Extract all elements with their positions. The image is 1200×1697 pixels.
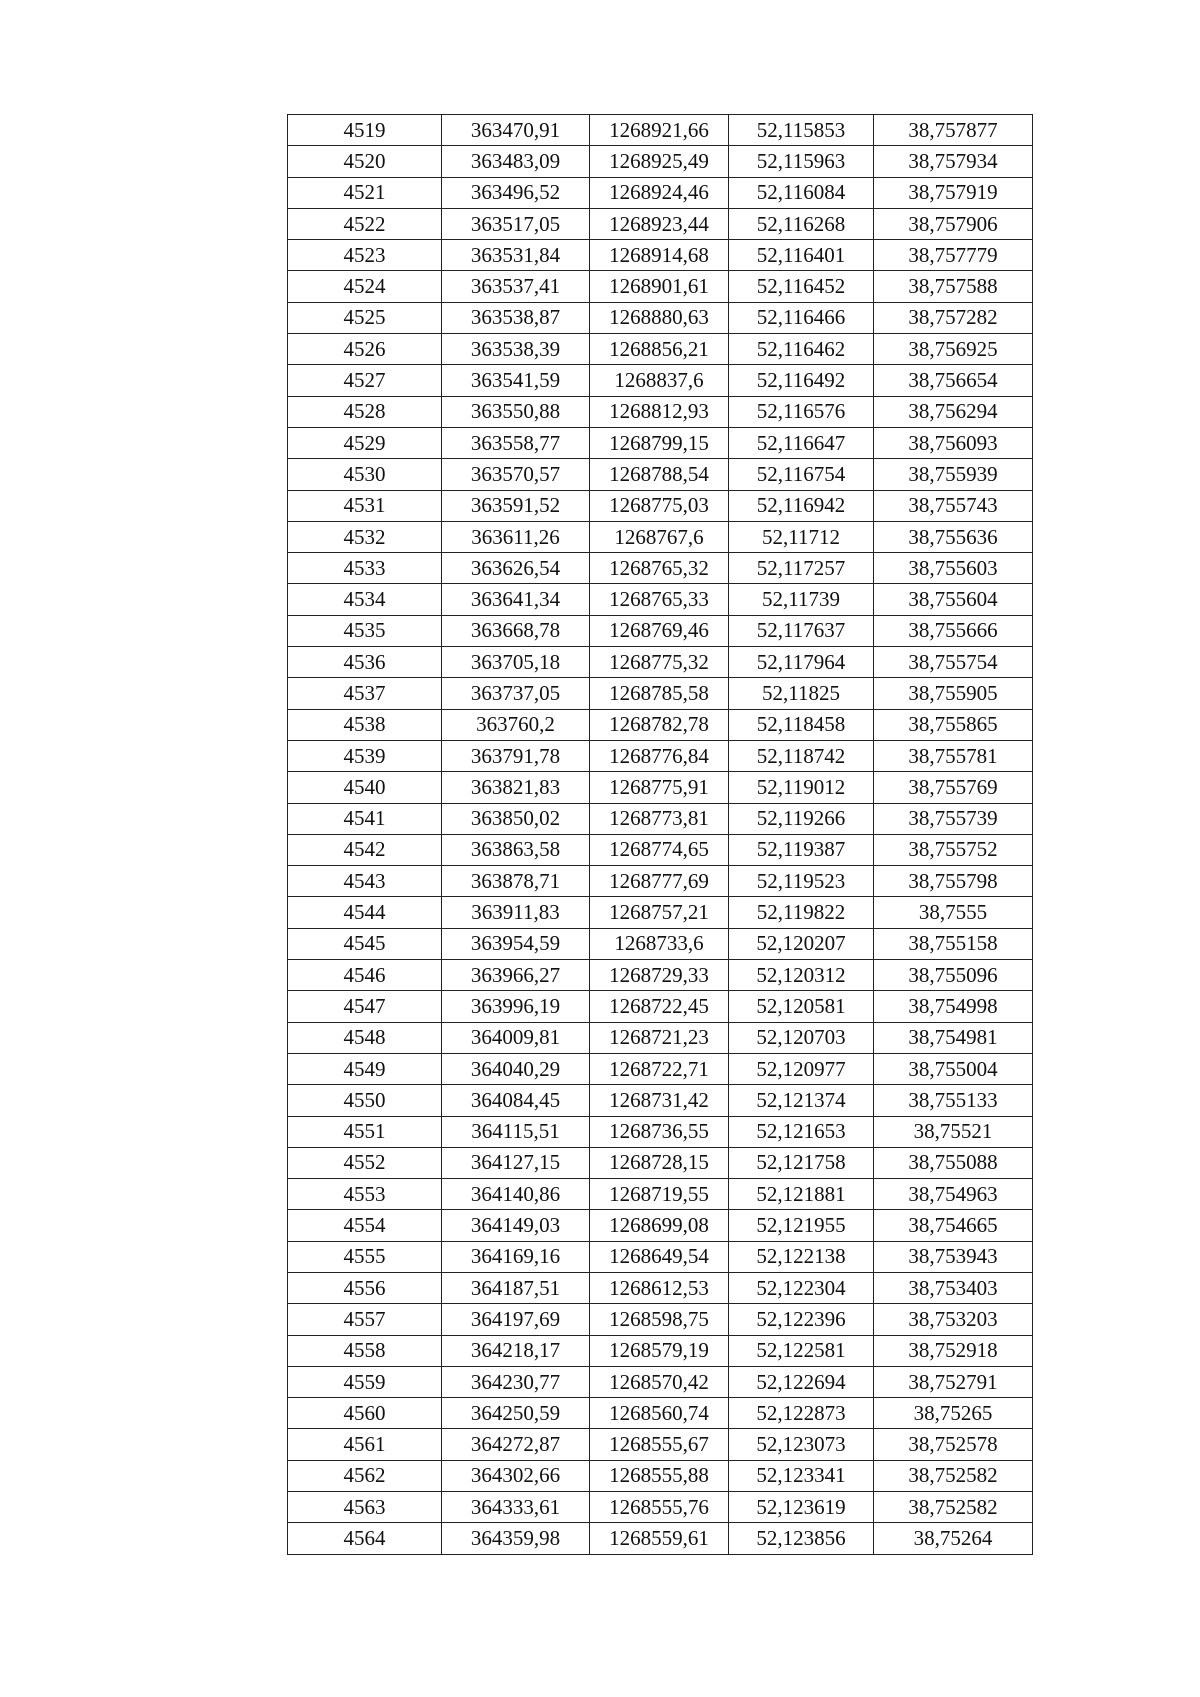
point-number-cell: 4559: [288, 1366, 442, 1397]
x-coordinate-cell: 364218,17: [442, 1335, 590, 1366]
table-row: [288, 271, 1033, 302]
table-row: [288, 553, 1033, 584]
x-coordinate-cell: 363470,91: [442, 115, 590, 146]
longitude-cell: 38,755781: [874, 740, 1033, 771]
point-number-cell: 4527: [288, 365, 442, 396]
longitude-cell: 38,755004: [874, 1053, 1033, 1084]
y-coordinate-cell: 1268722,71: [590, 1053, 729, 1084]
y-coordinate-cell: 1268924,46: [590, 177, 729, 208]
y-coordinate-cell: 1268880,63: [590, 302, 729, 333]
point-number-cell: 4543: [288, 866, 442, 897]
latitude-cell: 52,116942: [729, 490, 874, 521]
longitude-cell: 38,752791: [874, 1366, 1033, 1397]
y-coordinate-cell: 1268901,61: [590, 271, 729, 302]
x-coordinate-cell: 364230,77: [442, 1366, 590, 1397]
point-number-cell: 4525: [288, 302, 442, 333]
y-coordinate-cell: 1268773,81: [590, 803, 729, 834]
x-coordinate-cell: 364084,45: [442, 1085, 590, 1116]
table-row: [288, 427, 1033, 458]
table-row: [288, 615, 1033, 646]
longitude-cell: 38,755769: [874, 772, 1033, 803]
table-row: [288, 1460, 1033, 1491]
y-coordinate-cell: 1268731,42: [590, 1085, 729, 1116]
point-number-cell: 4524: [288, 271, 442, 302]
longitude-cell: 38,757919: [874, 177, 1033, 208]
point-number-cell: 4531: [288, 490, 442, 521]
x-coordinate-cell: 363863,58: [442, 834, 590, 865]
longitude-cell: 38,75265: [874, 1398, 1033, 1429]
table-row: [288, 490, 1033, 521]
table-row: [288, 678, 1033, 709]
longitude-cell: 38,755088: [874, 1147, 1033, 1178]
longitude-cell: 38,753203: [874, 1304, 1033, 1335]
latitude-cell: 52,120312: [729, 960, 874, 991]
x-coordinate-cell: 363538,87: [442, 302, 590, 333]
y-coordinate-cell: 1268925,49: [590, 146, 729, 177]
y-coordinate-cell: 1268560,74: [590, 1398, 729, 1429]
x-coordinate-cell: 363517,05: [442, 208, 590, 239]
point-number-cell: 4541: [288, 803, 442, 834]
y-coordinate-cell: 1268788,54: [590, 459, 729, 490]
longitude-cell: 38,755739: [874, 803, 1033, 834]
latitude-cell: 52,121653: [729, 1116, 874, 1147]
y-coordinate-cell: 1268765,32: [590, 553, 729, 584]
table-row: [288, 803, 1033, 834]
point-number-cell: 4526: [288, 334, 442, 365]
point-number-cell: 4529: [288, 427, 442, 458]
x-coordinate-cell: 363538,39: [442, 334, 590, 365]
point-number-cell: 4540: [288, 772, 442, 803]
point-number-cell: 4539: [288, 740, 442, 771]
point-number-cell: 4561: [288, 1429, 442, 1460]
longitude-cell: 38,752582: [874, 1460, 1033, 1491]
longitude-cell: 38,755133: [874, 1085, 1033, 1116]
x-coordinate-cell: 364302,66: [442, 1460, 590, 1491]
y-coordinate-cell: 1268769,46: [590, 615, 729, 646]
longitude-cell: 38,755905: [874, 678, 1033, 709]
y-coordinate-cell: 1268612,53: [590, 1272, 729, 1303]
table-row: [288, 1398, 1033, 1429]
y-coordinate-cell: 1268722,45: [590, 991, 729, 1022]
latitude-cell: 52,115963: [729, 146, 874, 177]
latitude-cell: 52,116462: [729, 334, 874, 365]
latitude-cell: 52,116466: [729, 302, 874, 333]
table-row: [288, 709, 1033, 740]
x-coordinate-cell: 363850,02: [442, 803, 590, 834]
y-coordinate-cell: 1268555,76: [590, 1492, 729, 1523]
y-coordinate-cell: 1268757,21: [590, 897, 729, 928]
point-number-cell: 4547: [288, 991, 442, 1022]
point-number-cell: 4532: [288, 521, 442, 552]
table-row: [288, 1179, 1033, 1210]
longitude-cell: 38,752582: [874, 1492, 1033, 1523]
x-coordinate-cell: 364187,51: [442, 1272, 590, 1303]
longitude-cell: 38,756654: [874, 365, 1033, 396]
longitude-cell: 38,755666: [874, 615, 1033, 646]
latitude-cell: 52,122873: [729, 1398, 874, 1429]
latitude-cell: 52,119387: [729, 834, 874, 865]
x-coordinate-cell: 364272,87: [442, 1429, 590, 1460]
longitude-cell: 38,755603: [874, 553, 1033, 584]
y-coordinate-cell: 1268774,65: [590, 834, 729, 865]
y-coordinate-cell: 1268729,33: [590, 960, 729, 991]
latitude-cell: 52,120581: [729, 991, 874, 1022]
x-coordinate-cell: 363966,27: [442, 960, 590, 991]
coordinates-table: [287, 114, 1033, 1555]
point-number-cell: 4535: [288, 615, 442, 646]
point-number-cell: 4542: [288, 834, 442, 865]
x-coordinate-cell: 363496,52: [442, 177, 590, 208]
longitude-cell: 38,7555: [874, 897, 1033, 928]
longitude-cell: 38,755939: [874, 459, 1033, 490]
longitude-cell: 38,752918: [874, 1335, 1033, 1366]
point-number-cell: 4555: [288, 1241, 442, 1272]
point-number-cell: 4523: [288, 240, 442, 271]
point-number-cell: 4537: [288, 678, 442, 709]
x-coordinate-cell: 364149,03: [442, 1210, 590, 1241]
point-number-cell: 4552: [288, 1147, 442, 1178]
table-row: [288, 740, 1033, 771]
y-coordinate-cell: 1268719,55: [590, 1179, 729, 1210]
latitude-cell: 52,122396: [729, 1304, 874, 1335]
y-coordinate-cell: 1268799,15: [590, 427, 729, 458]
longitude-cell: 38,755604: [874, 584, 1033, 615]
y-coordinate-cell: 1268775,91: [590, 772, 729, 803]
longitude-cell: 38,754963: [874, 1179, 1033, 1210]
point-number-cell: 4522: [288, 208, 442, 239]
y-coordinate-cell: 1268570,42: [590, 1366, 729, 1397]
longitude-cell: 38,752578: [874, 1429, 1033, 1460]
longitude-cell: 38,75521: [874, 1116, 1033, 1147]
longitude-cell: 38,754981: [874, 1022, 1033, 1053]
table-row: [288, 115, 1033, 146]
point-number-cell: 4548: [288, 1022, 442, 1053]
latitude-cell: 52,119012: [729, 772, 874, 803]
latitude-cell: 52,122304: [729, 1272, 874, 1303]
x-coordinate-cell: 363550,88: [442, 396, 590, 427]
point-number-cell: 4546: [288, 960, 442, 991]
y-coordinate-cell: 1268579,19: [590, 1335, 729, 1366]
latitude-cell: 52,11739: [729, 584, 874, 615]
y-coordinate-cell: 1268721,23: [590, 1022, 729, 1053]
latitude-cell: 52,121955: [729, 1210, 874, 1241]
x-coordinate-cell: 363954,59: [442, 928, 590, 959]
latitude-cell: 52,122581: [729, 1335, 874, 1366]
y-coordinate-cell: 1268733,6: [590, 928, 729, 959]
point-number-cell: 4558: [288, 1335, 442, 1366]
table-row: [288, 334, 1033, 365]
point-number-cell: 4554: [288, 1210, 442, 1241]
y-coordinate-cell: 1268785,58: [590, 678, 729, 709]
y-coordinate-cell: 1268776,84: [590, 740, 729, 771]
point-number-cell: 4533: [288, 553, 442, 584]
point-number-cell: 4553: [288, 1179, 442, 1210]
x-coordinate-cell: 363791,78: [442, 740, 590, 771]
table-row: [288, 1366, 1033, 1397]
x-coordinate-cell: 363483,09: [442, 146, 590, 177]
y-coordinate-cell: 1268767,6: [590, 521, 729, 552]
x-coordinate-cell: 363591,52: [442, 490, 590, 521]
longitude-cell: 38,753403: [874, 1272, 1033, 1303]
point-number-cell: 4521: [288, 177, 442, 208]
x-coordinate-cell: 363531,84: [442, 240, 590, 271]
x-coordinate-cell: 363737,05: [442, 678, 590, 709]
y-coordinate-cell: 1268837,6: [590, 365, 729, 396]
x-coordinate-cell: 363911,83: [442, 897, 590, 928]
latitude-cell: 52,121374: [729, 1085, 874, 1116]
table-row: [288, 459, 1033, 490]
table-row: [288, 834, 1033, 865]
x-coordinate-cell: 363878,71: [442, 866, 590, 897]
table-row: [288, 177, 1033, 208]
point-number-cell: 4560: [288, 1398, 442, 1429]
table-row: [288, 772, 1033, 803]
latitude-cell: 52,116268: [729, 208, 874, 239]
table-row: [288, 302, 1033, 333]
latitude-cell: 52,116754: [729, 459, 874, 490]
latitude-cell: 52,116647: [729, 427, 874, 458]
longitude-cell: 38,756294: [874, 396, 1033, 427]
x-coordinate-cell: 364140,86: [442, 1179, 590, 1210]
y-coordinate-cell: 1268649,54: [590, 1241, 729, 1272]
latitude-cell: 52,11825: [729, 678, 874, 709]
table-row: [288, 1241, 1033, 1272]
x-coordinate-cell: 363760,2: [442, 709, 590, 740]
point-number-cell: 4563: [288, 1492, 442, 1523]
x-coordinate-cell: 363641,34: [442, 584, 590, 615]
x-coordinate-cell: 363558,77: [442, 427, 590, 458]
point-number-cell: 4557: [288, 1304, 442, 1335]
table-row: [288, 365, 1033, 396]
latitude-cell: 52,122138: [729, 1241, 874, 1272]
y-coordinate-cell: 1268699,08: [590, 1210, 729, 1241]
table-row: [288, 396, 1033, 427]
y-coordinate-cell: 1268559,61: [590, 1523, 729, 1554]
longitude-cell: 38,757906: [874, 208, 1033, 239]
point-number-cell: 4545: [288, 928, 442, 959]
point-number-cell: 4528: [288, 396, 442, 427]
latitude-cell: 52,116492: [729, 365, 874, 396]
longitude-cell: 38,755743: [874, 490, 1033, 521]
table-row: [288, 1210, 1033, 1241]
longitude-cell: 38,756093: [874, 427, 1033, 458]
longitude-cell: 38,757877: [874, 115, 1033, 146]
table-row: [288, 1053, 1033, 1084]
x-coordinate-cell: 363570,57: [442, 459, 590, 490]
table-row: [288, 1085, 1033, 1116]
point-number-cell: 4536: [288, 647, 442, 678]
latitude-cell: 52,123619: [729, 1492, 874, 1523]
latitude-cell: 52,123856: [729, 1523, 874, 1554]
x-coordinate-cell: 363821,83: [442, 772, 590, 803]
table-row: [288, 866, 1033, 897]
table-row: [288, 1147, 1033, 1178]
y-coordinate-cell: 1268856,21: [590, 334, 729, 365]
longitude-cell: 38,754665: [874, 1210, 1033, 1241]
x-coordinate-cell: 364197,69: [442, 1304, 590, 1335]
latitude-cell: 52,117637: [729, 615, 874, 646]
latitude-cell: 52,120977: [729, 1053, 874, 1084]
y-coordinate-cell: 1268775,03: [590, 490, 729, 521]
longitude-cell: 38,757588: [874, 271, 1033, 302]
table-row: [288, 1335, 1033, 1366]
x-coordinate-cell: 363611,26: [442, 521, 590, 552]
x-coordinate-cell: 364115,51: [442, 1116, 590, 1147]
latitude-cell: 52,115853: [729, 115, 874, 146]
y-coordinate-cell: 1268555,67: [590, 1429, 729, 1460]
latitude-cell: 52,123073: [729, 1429, 874, 1460]
longitude-cell: 38,755865: [874, 709, 1033, 740]
table-row: [288, 1116, 1033, 1147]
coordinates-table-body: [288, 115, 1033, 1555]
y-coordinate-cell: 1268921,66: [590, 115, 729, 146]
point-number-cell: 4551: [288, 1116, 442, 1147]
longitude-cell: 38,755754: [874, 647, 1033, 678]
x-coordinate-cell: 364009,81: [442, 1022, 590, 1053]
x-coordinate-cell: 363668,78: [442, 615, 590, 646]
longitude-cell: 38,756925: [874, 334, 1033, 365]
latitude-cell: 52,122694: [729, 1366, 874, 1397]
longitude-cell: 38,755096: [874, 960, 1033, 991]
longitude-cell: 38,753943: [874, 1241, 1033, 1272]
latitude-cell: 52,121758: [729, 1147, 874, 1178]
table-row: [288, 146, 1033, 177]
table-row: [288, 647, 1033, 678]
table-row: [288, 1523, 1033, 1554]
table-row: [288, 1272, 1033, 1303]
point-number-cell: 4519: [288, 115, 442, 146]
latitude-cell: 52,119822: [729, 897, 874, 928]
x-coordinate-cell: 364359,98: [442, 1523, 590, 1554]
x-coordinate-cell: 363537,41: [442, 271, 590, 302]
y-coordinate-cell: 1268736,55: [590, 1116, 729, 1147]
latitude-cell: 52,120703: [729, 1022, 874, 1053]
y-coordinate-cell: 1268555,88: [590, 1460, 729, 1491]
table-row: [288, 1304, 1033, 1335]
point-number-cell: 4556: [288, 1272, 442, 1303]
point-number-cell: 4550: [288, 1085, 442, 1116]
point-number-cell: 4530: [288, 459, 442, 490]
point-number-cell: 4538: [288, 709, 442, 740]
table-row: [288, 208, 1033, 239]
latitude-cell: 52,120207: [729, 928, 874, 959]
x-coordinate-cell: 363626,54: [442, 553, 590, 584]
y-coordinate-cell: 1268775,32: [590, 647, 729, 678]
table-row: [288, 1492, 1033, 1523]
longitude-cell: 38,755798: [874, 866, 1033, 897]
latitude-cell: 52,118458: [729, 709, 874, 740]
point-number-cell: 4562: [288, 1460, 442, 1491]
latitude-cell: 52,116401: [729, 240, 874, 271]
latitude-cell: 52,116576: [729, 396, 874, 427]
latitude-cell: 52,117257: [729, 553, 874, 584]
latitude-cell: 52,123341: [729, 1460, 874, 1491]
y-coordinate-cell: 1268914,68: [590, 240, 729, 271]
table-row: [288, 1022, 1033, 1053]
latitude-cell: 52,11712: [729, 521, 874, 552]
x-coordinate-cell: 364333,61: [442, 1492, 590, 1523]
point-number-cell: 4534: [288, 584, 442, 615]
longitude-cell: 38,757934: [874, 146, 1033, 177]
latitude-cell: 52,116084: [729, 177, 874, 208]
y-coordinate-cell: 1268728,15: [590, 1147, 729, 1178]
x-coordinate-cell: 363705,18: [442, 647, 590, 678]
table-row: [288, 960, 1033, 991]
latitude-cell: 52,118742: [729, 740, 874, 771]
latitude-cell: 52,121881: [729, 1179, 874, 1210]
longitude-cell: 38,755752: [874, 834, 1033, 865]
x-coordinate-cell: 364169,16: [442, 1241, 590, 1272]
latitude-cell: 52,116452: [729, 271, 874, 302]
y-coordinate-cell: 1268777,69: [590, 866, 729, 897]
table-row: [288, 584, 1033, 615]
x-coordinate-cell: 364040,29: [442, 1053, 590, 1084]
y-coordinate-cell: 1268598,75: [590, 1304, 729, 1335]
latitude-cell: 52,117964: [729, 647, 874, 678]
longitude-cell: 38,754998: [874, 991, 1033, 1022]
x-coordinate-cell: 363996,19: [442, 991, 590, 1022]
longitude-cell: 38,75264: [874, 1523, 1033, 1554]
point-number-cell: 4564: [288, 1523, 442, 1554]
y-coordinate-cell: 1268812,93: [590, 396, 729, 427]
y-coordinate-cell: 1268782,78: [590, 709, 729, 740]
table-row: [288, 928, 1033, 959]
x-coordinate-cell: 364250,59: [442, 1398, 590, 1429]
x-coordinate-cell: 364127,15: [442, 1147, 590, 1178]
longitude-cell: 38,755158: [874, 928, 1033, 959]
table-row: [288, 1429, 1033, 1460]
y-coordinate-cell: 1268923,44: [590, 208, 729, 239]
y-coordinate-cell: 1268765,33: [590, 584, 729, 615]
latitude-cell: 52,119266: [729, 803, 874, 834]
x-coordinate-cell: 363541,59: [442, 365, 590, 396]
table-row: [288, 521, 1033, 552]
longitude-cell: 38,755636: [874, 521, 1033, 552]
latitude-cell: 52,119523: [729, 866, 874, 897]
point-number-cell: 4549: [288, 1053, 442, 1084]
point-number-cell: 4520: [288, 146, 442, 177]
table-row: [288, 240, 1033, 271]
longitude-cell: 38,757779: [874, 240, 1033, 271]
table-row: [288, 991, 1033, 1022]
longitude-cell: 38,757282: [874, 302, 1033, 333]
table-row: [288, 897, 1033, 928]
point-number-cell: 4544: [288, 897, 442, 928]
